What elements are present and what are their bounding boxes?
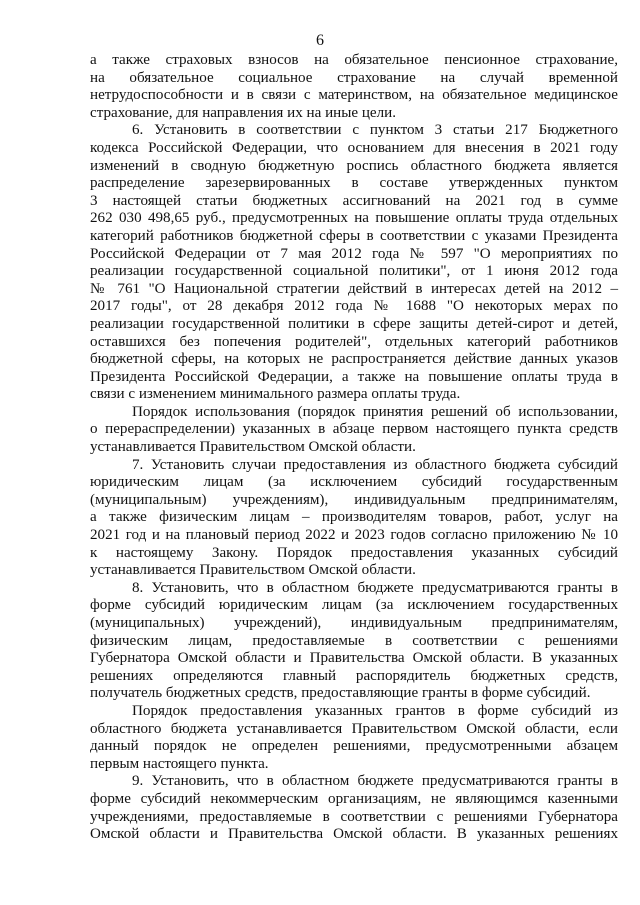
text-line: оставшихся без попечения родителей", отдельных категорий работников [90, 333, 618, 350]
text-line: физическим лицам, предоставляемые в соответствии с решениями [90, 632, 618, 649]
text-line: 8. Установить, что в областном бюджете предусматриваются гранты в [132, 579, 618, 596]
text-line: а также физическим лицам – производителям товаров, работ, услуг на [90, 509, 618, 526]
text-line: областного бюджета устанавливается Правительством Омской области, если [90, 720, 618, 737]
text-line: первым настоящего пункта. [90, 755, 269, 772]
text-line: Порядок использования (порядок принятия решений об использовании, [132, 403, 618, 420]
document-body [90, 52, 618, 844]
text-line: Президента Российской Федерации, а также на повышение оплаты труда в [90, 368, 618, 385]
text-line: распределение зарезервированных в составе утвержденных пунктом [90, 175, 618, 192]
text-line: устанавливается Правительством Омской области. [90, 439, 416, 456]
text-line: форме субсидий юридическим лицам (за исключением государственных [90, 597, 618, 614]
text-line: а также страховых взносов на обязательное пенсионное страхование, [90, 52, 618, 68]
text-line: страхование, для направления их на иные цели. [90, 104, 397, 121]
text-line: нетрудоспособности и в связи с материнством, на обязательное медицинское [90, 87, 618, 104]
text-line: 262 030 498,65 руб., предусмотренных на повышение оплаты труда отдельных [90, 210, 618, 227]
text-line: Губернатора Омской области и Правительства Омской области. В указанных [90, 650, 618, 667]
text-line: изменений в сводную бюджетную роспись областного бюджета является [90, 157, 618, 174]
text-line: данный порядок не определен решениями, предусмотренными абзацем [90, 738, 618, 755]
page-number: 6 [316, 32, 324, 49]
text-line: к настоящему Закону. Порядок предоставления указанных субсидий [90, 544, 618, 561]
text-line: категорий работников бюджетной сферы в соответствии с указами Президента [90, 227, 618, 244]
text-line: 2017 годы", от 28 декабря 2012 года № 1688 "О некоторых мерах по [90, 298, 618, 315]
text-line: (муниципальных) учреждений), индивидуальным предпринимателям, [90, 615, 618, 631]
text-line: 2021 год и на плановый период 2022 и 2023 годов согласно приложению № 10 [90, 527, 618, 544]
text-line: (муниципальным) учреждениям), индивидуальным предпринимателям, [90, 491, 618, 508]
text-line: реализации государственной социальной политики", от 1 июня 2012 года [90, 263, 618, 280]
text-line: на обязательное социальное страхование на случай временной [90, 69, 618, 86]
text-line: устанавливается Правительством Омской области. [90, 562, 416, 579]
text-line: Российской Федерации от 7 мая 2012 года № 597 "О мероприятиях по [90, 245, 618, 262]
text-line: № 761 "О Национальной стратегии действий в интересах детей на 2012 – [90, 280, 618, 297]
text-line: кодекса Российской Федерации, что основанием для внесения в 2021 году [90, 139, 618, 156]
text-line: реализации государственной политики в сфере защиты детей-сирот и детей, [90, 315, 618, 332]
text-line: 7. Установить случаи предоставления из областного бюджета субсидий [132, 456, 618, 473]
text-line: учреждениями, предоставляемые в соответствии с решениями Губернатора [90, 808, 618, 825]
text-line: решениях определяются главный распорядитель бюджетных средств, [90, 667, 618, 684]
text-line: Омской области и Правительства Омской области. В указанных решениях [90, 826, 618, 843]
text-line: форме субсидий некоммерческим организациям, не являющимся казенными [90, 790, 618, 807]
text-line: юридическим лицам (за исключением субсидий государственным [90, 474, 618, 491]
text-line: о перераспределении) указанных в абзаце первом настоящего пункта средств [90, 421, 618, 438]
text-line: Порядок предоставления указанных грантов в форме субсидий из [132, 702, 618, 719]
text-line: 6. Установить в соответствии с пунктом 3 статьи 217 Бюджетного [132, 122, 618, 139]
text-line: 3 настоящей статьи бюджетных ассигнований на 2021 год в сумме [90, 192, 618, 209]
text-line: 9. Установить, что в областном бюджете предусматриваются гранты в [132, 773, 618, 790]
text-line: получатель бюджетных средств, предоставляющие гранты в форме субсидий. [90, 685, 591, 702]
text-line: бюджетной сферы, на которых не распространяется действие данных указов [90, 351, 618, 368]
text-line: связи с изменением минимального размера оплаты труда. [90, 386, 461, 403]
